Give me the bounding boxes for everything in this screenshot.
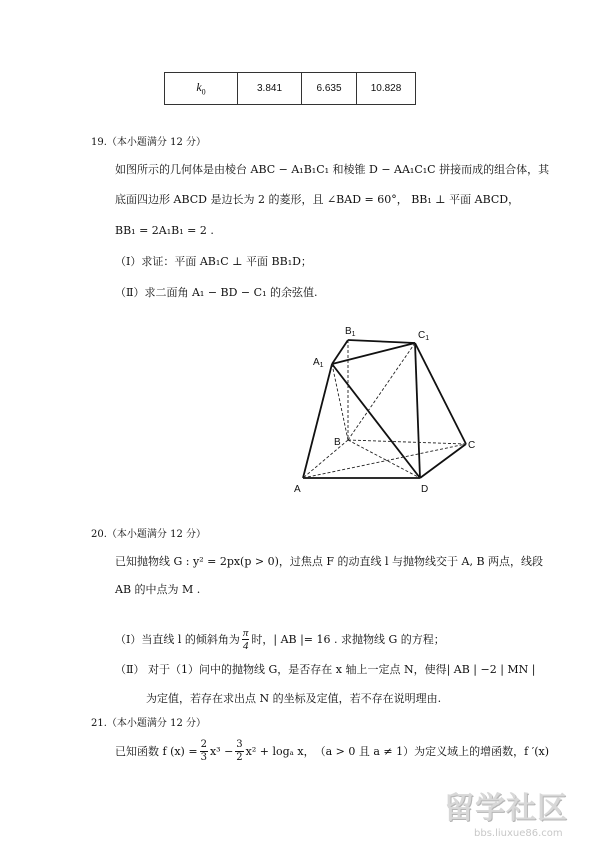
question-score: （本小题满分 12 分） [106, 718, 206, 729]
question-19-line-1: 如图所示的几何体是由棱台 ABC − A₁B₁C₁ 和棱锥 D − AA₁C₁C 拼接而成的组合体，其 [115, 163, 550, 176]
question-20-part-1: （Ⅰ）当直线 l 的倾斜角为 $\frac{\pi}{4}$ 时，| AB |= 16 . 求抛物线 G 的方程； [115, 627, 445, 652]
fraction-2-over-3: $\frac{2}{3}$ [200, 739, 207, 763]
table-header-cell: $k_0$ [165, 73, 238, 105]
watermark-logo: 留学社区 [444, 791, 568, 826]
fraction-3-over-2: $\frac{3}{2}$ [236, 739, 243, 763]
fraction-pi-over-4: $\frac{\pi}{4}$ [242, 627, 249, 652]
question-number: 20. [91, 529, 107, 540]
vertex-label-A: A [294, 484, 301, 495]
watermark-url: bbs.liuxue86.com [474, 828, 563, 839]
edge-A1-A [303, 364, 332, 478]
hidden-edges [303, 340, 466, 478]
question-19-part-1: （Ⅰ）求证：平面 AB₁C ⊥ 平面 BB₁D； [115, 255, 312, 268]
edge-B-A [303, 440, 348, 478]
vertex-label-C1: $C_1$ [418, 330, 430, 342]
question-20-header [91, 528, 206, 542]
question-20-part-2-line-2: 为定值，若存在求出点 N 的坐标及定值，若不存在说明理由. [146, 692, 442, 705]
table-cell: 10.828 [357, 73, 416, 105]
vertex-label-C: C [468, 440, 476, 451]
question-19-header [91, 136, 206, 150]
question-19-part-2: （Ⅱ）求二面角 A₁ − BD − C₁ 的余弦值. [115, 286, 318, 299]
question-20-part-2-line-1: （Ⅱ） 对于（1）问中的抛物线 G，是否存在 x 轴上一定点 N，使得| AB | −2 | MN | [115, 663, 536, 676]
vertex-label-B1: $B_1$ [345, 326, 356, 338]
question-number: 19. [91, 137, 107, 148]
geometry-figure [285, 320, 485, 500]
question-20-line-2: AB 的中点为 M . [115, 583, 201, 596]
question-19-line-3: BB₁ = 2A₁B₁ = 2 . [115, 224, 214, 237]
question-number: 21. [91, 718, 107, 729]
vertex-label-B: B [334, 437, 341, 448]
table-cell: 3.841 [238, 73, 302, 105]
question-19-line-2: 底面四边形 ABCD 是边长为 2 的菱形，且 ∠BAD = 60°， BB₁ ⊥ 平面 ABCD， [115, 193, 520, 206]
edge-B-C [348, 440, 466, 444]
edge-B-D [348, 440, 420, 478]
edge-C1-D [415, 343, 420, 478]
vertex-label-A1: $A_1$ [313, 357, 324, 369]
edge-A1-D [332, 364, 420, 478]
question-21-line-1: 已知函数 f (x) = $\frac{2}{3}$ x³ − $\frac{3}{2}$ x² + logₐ x， （a > 0 且 a ≠ 1）为定义域上的增函数，f ′(x) [115, 739, 549, 763]
critical-value-table [164, 72, 416, 105]
vertex-label-D: D [421, 484, 429, 495]
table-row [165, 73, 416, 105]
table-cell: 6.635 [302, 73, 357, 105]
edge-C1-C [415, 343, 466, 444]
question-score: （本小题满分 12 分） [106, 529, 206, 540]
question-21-header [91, 717, 206, 731]
question-20-line-1: 已知抛物线 G : y² = 2px(p > 0)，过焦点 F 的动直线 l 与抛物线交于 A, B 两点，线段 [115, 555, 544, 568]
edge-B1-C1 [348, 340, 415, 343]
question-score: （本小题满分 12 分） [106, 137, 206, 148]
